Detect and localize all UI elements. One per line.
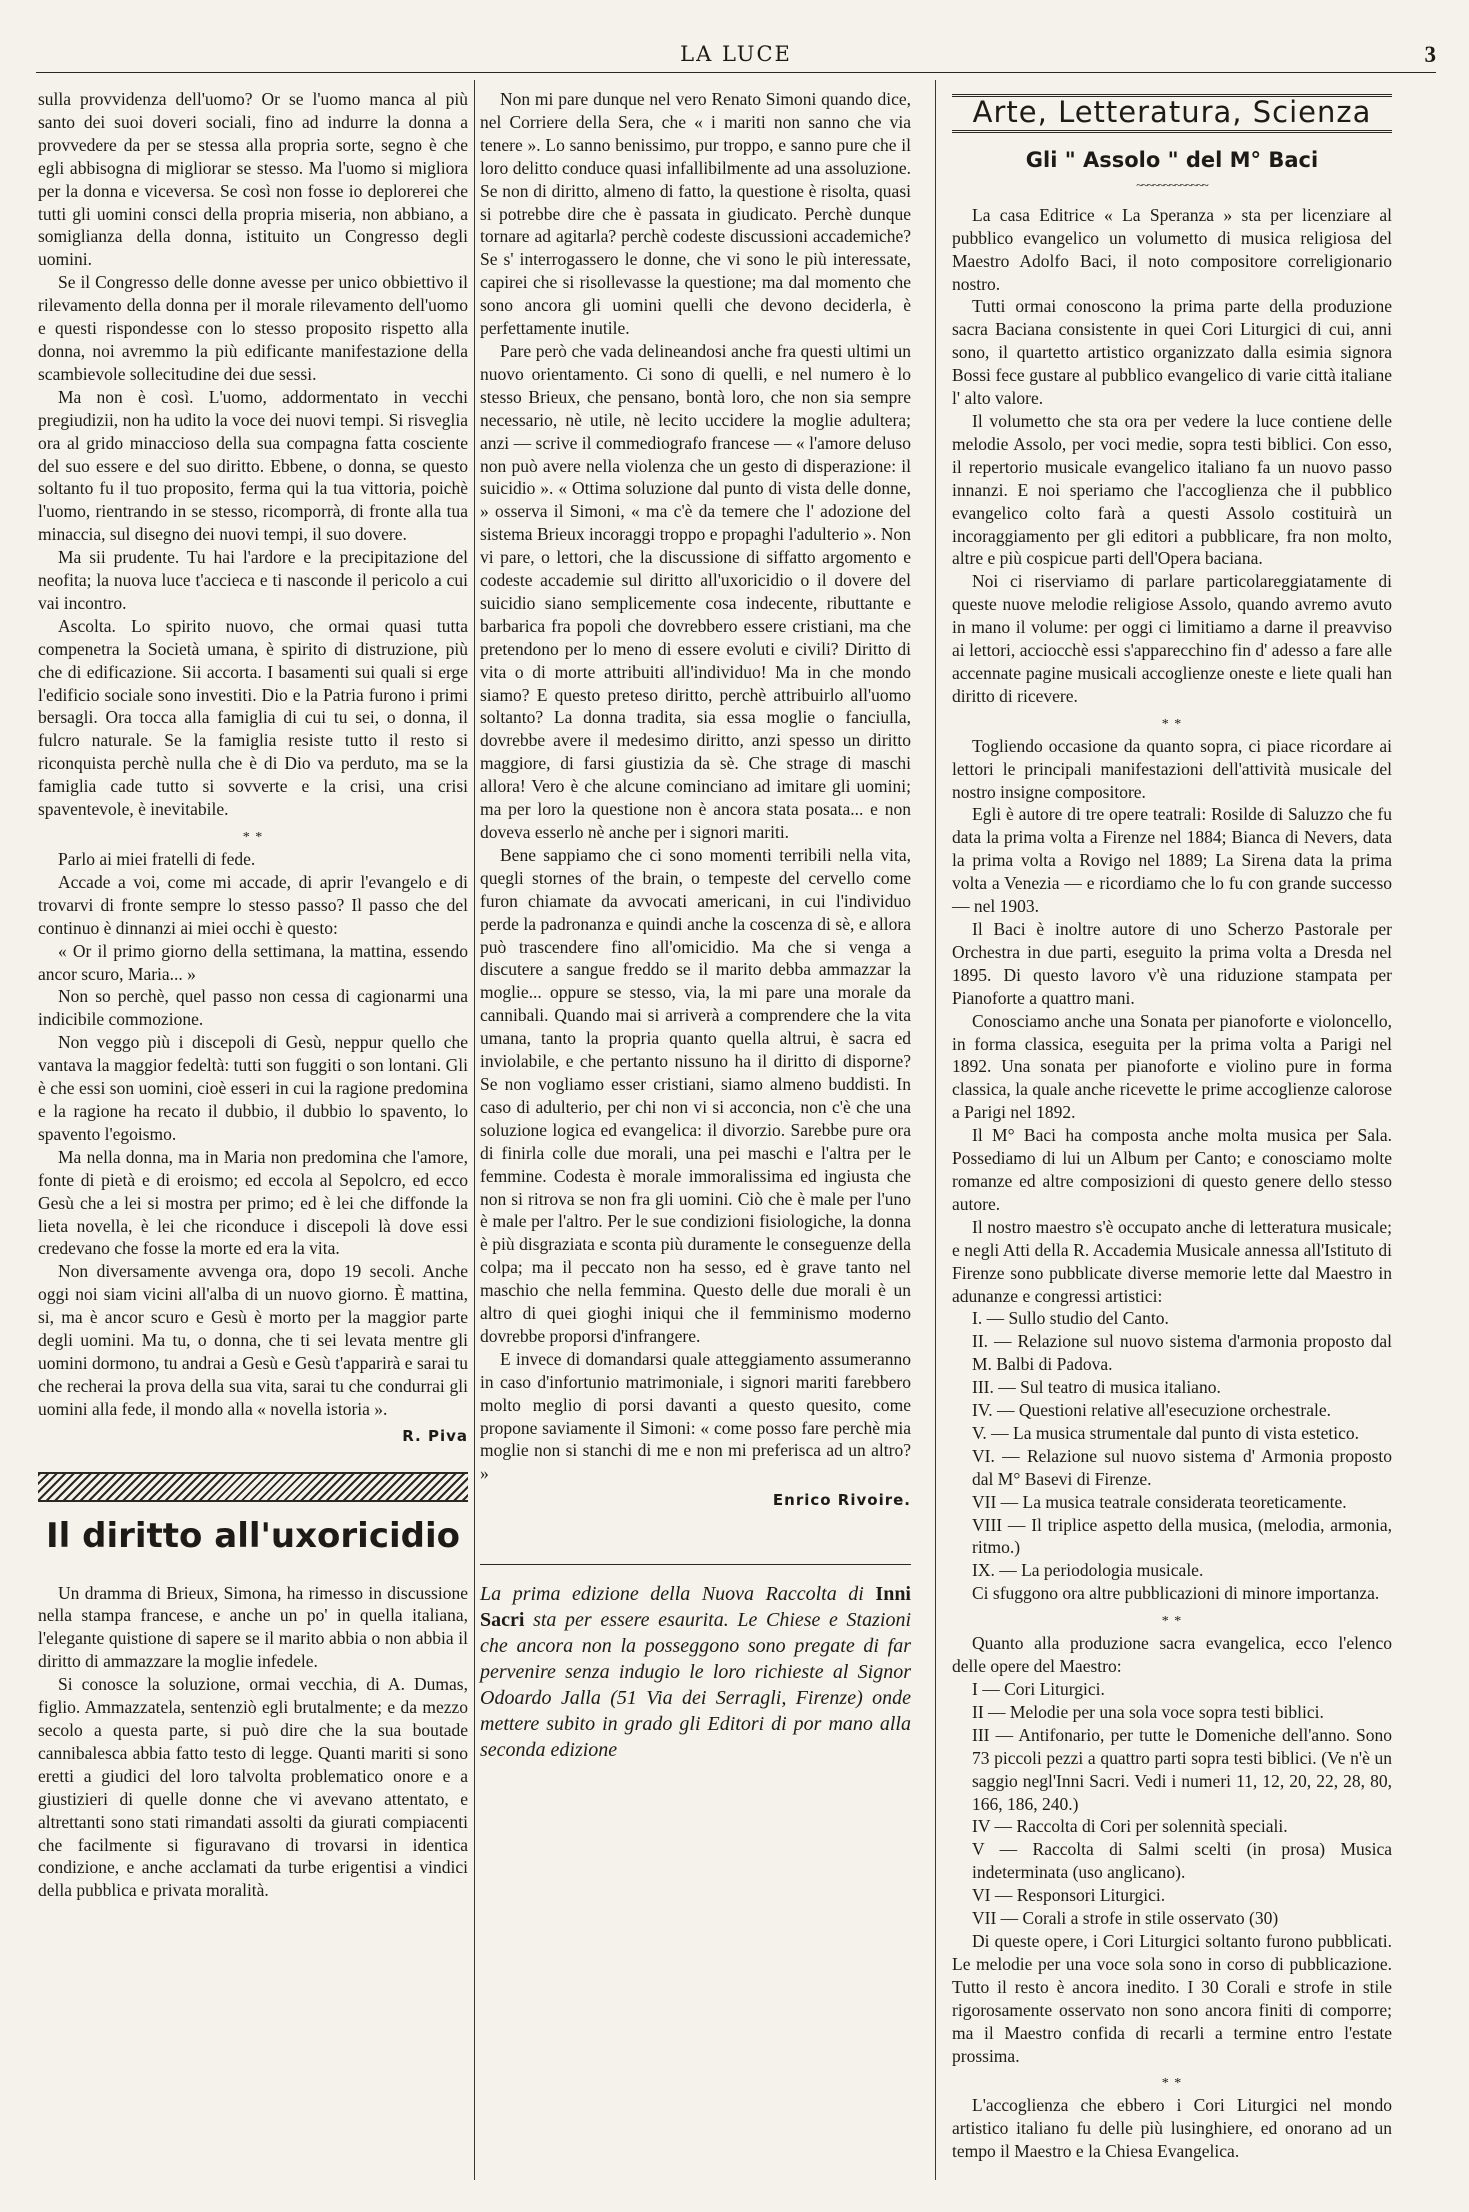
paragraph: Di queste opere, i Cori Liturgici soltanto furono pubblicati. Le melodie per una voce sola sono in corso di pubblicazione. Tutto il resto è ancora inedito. I 30 Corali e strofe in stile rigorosamente osservato non sono ancora finiti di comporre; ma il Maestro confida di recarli a termine entro l'estate prossima.: [952, 1930, 1392, 2066]
paragraph: Un dramma di Brieux, Simona, ha rimesso in discussione nella stampa francese, e anche un po' in quella italiana, l'elegante quistione di sapere se il marito abbia o non abbia il diritto di ammazzare la moglie infedele.: [38, 1582, 468, 1672]
list-item: II. — Relazione sul nuovo sistema d'armonia proposto dal M. Balbi di Padova.: [972, 1331, 1392, 1375]
notice-box: [480, 1564, 911, 1763]
list-item: II — Melodie per una sola voce sopra testi biblici.: [972, 1701, 1324, 1722]
list-item: VI. — Relazione sul nuovo sistema d' Armonia proposto dal M° Basevi di Firenze.: [972, 1445, 1392, 1489]
page-header: [36, 38, 1436, 72]
paragraph: Non mi pare dunque nel vero Renato Simoni quando dice, nel Corriere della Sera, che « i mariti non sanno che via tenere ». Lo sanno benissimo, pur troppo, e sanno pure che il loro delitto conduce quasi infallibilmente ad una assoluzione. Se non di diritto, almeno di fatto, la questione è risolta, quasi si potrebbe dire che è passata in giudicato. Perchè dunque tornare ad agitarla? perchè codeste discussioni accademiche? Se s' interrogassero le donne, che vi sono le più interessate, capirei che si risollevasse la questione; ma dal momento che sono ancora gli uomini quelli che devono deciderla, è perfettamente inutile.: [480, 89, 911, 339]
paragraph: Non diversamente avvenga ora, dopo 19 secoli. Anche oggi noi siam vicini all'alba di un nuovo giorno. È mattina, si, ma è ancor scuro e Gesù è morto per la maggior parte degli uomini. Ma tu, o donna, che ti sei levata mentre gli uomini dormono, tu andrai a Gesù e Gesù t'apparirà e sarai tu che recherai la prova della sua vita, sarai tu che condurrai gli uomini alla fede, il mondo alla « novella istoria ».: [38, 1261, 468, 1419]
newspaper-title: LA LUCE: [680, 42, 792, 66]
paragraph: Ci sfuggono ora altre pubblicazioni di minore importanza.: [972, 1583, 1380, 1604]
title-ornament: ~~~~~~~~~~~~~: [1136, 177, 1208, 192]
paragraph: La casa Editrice « La Speranza » sta per licenziare al pubblico evangelico un volumetto di musica religiosa del Maestro Adolfo Baci, il noto compositore correligionario nostro.: [952, 204, 1392, 294]
list-item: I. — Sullo studio del Canto.: [972, 1308, 1169, 1329]
column-2: [480, 88, 911, 1763]
header-rule: [36, 72, 1436, 73]
paragraph: Si conosce la soluzione, ormai vecchia, di A. Dumas, figlio. Ammazzatela, sentenziò egli brutalmente; e da mezzo secolo a questa parte, si può dire che la sua boutade cannibalesca abbia fatto testo di legge. Quanti mariti si sono eretti a giudici del loro talvolta problematico onore e a giustizieri di quelle donne che vi avevano attentato, e altrettanti sono stati rimandati assolti da giurati compiacenti che facilmente si figuravano di trovarsi in identica condizione, e anche acclamati da turbe erigentisi a vindici della pubblica e privata moralità.: [38, 1674, 468, 1901]
list-item: V — Raccolta di Salmi scelti (in prosa) Musica indeterminata (uso anglicano).: [972, 1839, 1392, 1883]
paragraph: Parlo ai miei fratelli di fede.: [58, 849, 256, 869]
section-separator: * *: [242, 830, 264, 845]
paragraph: L'accoglienza che ebbero i Cori Liturgici nel mondo artistico italiano fu delle più lusinghiere, ed onorano ad un tempo il Maestro e la Chiesa Evangelica.: [952, 2095, 1392, 2162]
paragraph: Tutti ormai conoscono la prima parte della produzione sacra Baciana consistente in quei Cori Liturgici di cui, anni sono, il quartetto artistico organizzato dalla esimia signora Bossi fece gustare al pubblico evangelico di varie città italiane l' alto valore.: [952, 296, 1392, 409]
list-item: III — Antifonario, per tutte le Domeniche dell'anno. Sono 73 piccoli pezzi a quattro parti sopra testi biblici. (Ve n'è un saggio negl'Inni Sacri. Vedi i numeri 11, 12, 20, 22, 28, 80, 166, 186, 240.): [972, 1724, 1392, 1814]
section-separator: * *: [1161, 716, 1183, 732]
article-title: Il diritto all'uxoricidio: [46, 1515, 460, 1556]
list-item: V. — La musica strumentale dal punto di vista estetico.: [972, 1422, 1360, 1443]
notice-text: La prima edizione della Nuova Raccolta di: [480, 1583, 876, 1606]
paragraph: Accade a voi, come mi accade, di aprir l'evangelo e di trovarvi di fronte sempre lo stesso passo? Il passo che del continuo è dinnanzi ai miei occhi è questo:: [38, 871, 468, 938]
author-signature: Enrico Rivoire.: [772, 1491, 911, 1510]
section-separator: * *: [1161, 1614, 1183, 1630]
article-title: Gli " Assolo " del M° Baci: [1025, 147, 1319, 172]
paragraph: Quanto alla produzione sacra evangelica, ecco l'elenco delle opere del Maestro:: [952, 1633, 1392, 1677]
notice-text: sta per essere esaurita. Le Chiese e Stazioni che ancora non la posseggono sono pregate di far pervenire senza indugio le loro richieste al Signor Odoardo Jalla (51 Via dei Serragli, Firenze) onde mettere subito in grado gli Editori di por mano alla seconda edizione: [480, 1609, 911, 1762]
paragraph: Il nostro maestro s'è occupato anche di letteratura musicale; e negli Atti della R. Accademia Musicale annessa all'Istituto di Firenze sono pubblicate diverse memorie lette dal Maestro in adunanze e congressi artistici:: [952, 1216, 1392, 1306]
column-divider: [935, 80, 936, 2180]
paragraph: Pare però che vada delineandosi anche fra questi ultimi un nuovo orientamento. Ci sono di quelli, e nel numero è lo stesso Brieux, che pensano, bontà loro, che non sia sempre necessario, nè utile, nè lecito uccidere la moglie adultera; anzi — scrive il commediografo francese — « l'amore deluso non può avere nella violenza che un gesto di disperazione: il suicidio ». « Ottima soluzione dal punto di vista delle donne, » osserva il Simoni, « ma c'è da temere che l' adozione del sistema Brieux incoraggi troppo e propaghi l'adulterio ». Non vi pare, o lettori, che la discussione di siffatto argomento e codeste accademie sul diritto all'uxoricidio o il dovere del suicidio siano semplicemente cosa indecente, ributtante e barbarica fra popoli che dovrebbero essere cristiani, ma che pretendono per lo meno di essere evoluti e civili? Diritto di vita o di morte attribuiti all'individuo! Ma in che mondo siamo? E questo preteso diritto, perchè attribuirlo all'uomo soltanto? La donna tradita, sia essa moglie o fanciulla, dovrebbe avere il medesimo diritto, anzi spesso un diritto maggiore, di farsi giustizia da sè. Che strage di maschi allora! Vero è che alcune cominciano ad imitare gli uomini; ma per loro la questione non è ancora stata posata... e non doveva esserlo nè anche per i signori mariti.: [480, 340, 911, 842]
paragraph: Il Baci è inoltre autore di uno Scherzo Pastorale per Orchestra in due parti, eseguito la prima volta a Dresda nel 1895. Di questo lavoro v'è una riduzione stampata per Pianoforte a quattro mani.: [952, 919, 1392, 1008]
column-divider: [474, 80, 475, 2180]
list-item: VI — Responsori Liturgici.: [972, 1885, 1166, 1906]
paragraph: Ascolta. Lo spirito nuovo, che ormai quasi tutta compenetra la Società umana, è spirito di distruzione, più che di edificazione. Sii accorta. I basamenti sui quali si erge l'edificio sociale sono investiti. Dio e la Patria furono i primi bersagli. Ora tocca alla famiglia di cui tu sei, o donna, il fulcro naturale. Se la famiglia resiste tutto il resto si riconquista perchè nulla che è di Dio va perduto, ma se la famiglia cade tutto si sovverte e la crisi, una crisi spaventevole, è inevitabile.: [38, 615, 468, 820]
list-item: IV — Raccolta di Cori per solennità speciali.: [972, 1816, 1288, 1837]
list-item: VIII — Il triplice aspetto della musica, (melodia, armonia, ritmo.): [972, 1514, 1392, 1558]
paragraph: sulla provvidenza dell'uomo? Or se l'uomo manca al più santo dei suoi doveri sociali, fino ad indurre la donna a provvedere da per se stessa alla propria sorte, segno è che egli abbisogna di migliorar se stesso. Ma l'uomo si migliora per la donna e viceversa. Se così non fosse io deplorerei che tutti gli uomini consci della propria miseria, non abbiano, a somiglianza della donna, istituito un Congresso degli uomini.: [38, 89, 468, 270]
paragraph: Il M° Baci ha composta anche molta musica per Sala. Possediamo di lui un Album per Canto; e conosciamo molte romanze ed altre composizioni di questo genere dello stesso autore.: [952, 1125, 1392, 1214]
decorative-band: [38, 1472, 468, 1502]
column-1: [38, 88, 468, 1902]
author-signature: R. Piva: [402, 1426, 468, 1445]
quote-paragraph: « Or il primo giorno della settimana, la mattina, essendo ancor scuro, Maria... »: [38, 940, 468, 984]
list-item: VII — Corali a strofe in stile osservato (30): [972, 1908, 1279, 1929]
list-item: I — Cori Liturgici.: [972, 1679, 1105, 1699]
paragraph: Noi ci riserviamo di parlare particolareggiatamente di queste nuove melodie religiose Assolo, quando avremo avuto in mano il volume: per oggi ci limitiamo a darne il preavviso ai lettori, acciocchè essi s'apparecchino fin d' adesso a fare alle accennate pagine musicali accoglienze oneste e liete quali han diritto di ricevere.: [952, 571, 1392, 706]
paragraph: Ma non è così. L'uomo, addormentato in vecchi pregiudizii, non ha udito la voce dei nuovi tempi. Si risveglia ora al grido minaccioso della sua compagna fatta cosciente del suo essere e del suo diritto. Ebbene, o donna, se questo soltanto fu il tuo proposito, ferma qui la tua vittoria, poichè l'uomo, rientrando in se stesso, ricomporrà, di fronte alla tua minaccia, sul disegno dei nuovi tempi, il suo dovere.: [38, 386, 468, 545]
list-item: IV. — Questioni relative all'esecuzione orchestrale.: [972, 1400, 1332, 1421]
list-item: III. — Sul teatro di musica italiano.: [972, 1377, 1221, 1398]
page-number: 3: [1424, 42, 1436, 67]
paragraph: Conosciamo anche una Sonata per pianoforte e violoncello, in forma classica, eseguita per la prima volta a Parigi nel 1892. Una sonata per pianoforte e violino pure in forma classica, la quale anche ricevette le prime accoglienze calorose a Parigi nel 1892.: [952, 1010, 1392, 1123]
list-item: VII — La musica teatrale considerata teoreticamente.: [972, 1491, 1347, 1512]
paragraph: Ma sii prudente. Tu hai l'ardore e la precipitazione del neofita; la nuova luce t'accieca e ti nasconde il pericolo a cui vai incontro.: [38, 547, 468, 613]
paragraph: E invece di domandarsi quale atteggiamento assumeranno in caso d'infortunio matrimoniale, i signori mariti farebbero molto meglio di porsi davanti a questo quesito, come propone saviamente il Simoni: « come posso fare perchè mia moglie non si stanchi di me e non mi preferisca ad un altro? »: [480, 1348, 911, 1484]
section-separator: * *: [1161, 2076, 1183, 2092]
paragraph: Non veggo più i discepoli di Gesù, neppur quello che vantava la maggior fedeltà: tutti son fuggiti o son lontani. Gli è che essi son uomini, cioè esseri in cui la ragione predomina e la ragione ha recato il dubbio, il dubbio lo spavento, lo spavento l'egoismo.: [38, 1032, 468, 1144]
paragraph: Bene sappiamo che ci sono momenti terribili nella vita, quegli stornes of the brain, o tempeste del cervello come furon chiamate da avvocati americani, in cui l'individuo perde la padronanza e quindi anche la coscenza di sè, e allora può trascendere fino all'omicidio. Ma che si venga a discutere a sangue freddo se il marito debba ammazzar la moglie... oppure se stesso, via, la mi pare una morale da cannibali. Quando mai si arriverà a comprendere che la vita umana, tanto la propria quanto quella altrui, è sacra ed inviolabile, e che pertanto nissuno ha il diritto di disporne? Se non vogliamo esser cristiani, siamo almeno buddisti. In caso di adulterio, per chi non vi si acconcia, non c'è che una soluzione logica ed evangelica: il divorzio. Sarebbe pure ora di finirla colle due morali, una pei maschi e l'altra per le femmine. Codesta è morale immoralissima ed ingiusta che non si ritrova se non fra gli uomini. Ciò che è male per l'uno è male per l'altro. Per le sue condizioni fisiologiche, la donna è più disgraziata e sconta più duramente le conseguenze della colpa; ma il peccato non ha sesso, ed è grave tanto nel maschio che nella femmina. Questo delle due morali è un altro di quei gioghi iniqui che il femminismo moderno dovrebbe proporsi d'infrangere.: [480, 844, 911, 1346]
paragraph: Ma nella donna, ma in Maria non predomina che l'amore, fonte di pietà e di eroismo; ed eccola al Sepolcro, ed ecco Gesù che a lei si mostra per primo; ed è lei che diffonde la lieta novella, è lei che riconduce i discepoli là dove essi credevano che fosse la morte ed era la vita.: [38, 1146, 468, 1259]
section-banner: Arte, Letteratura, Scienza: [952, 94, 1392, 133]
paragraph: Il volumetto che sta ora per vedere la luce contiene delle melodie Assolo, per voci medie, sopra testi biblici. Con esso, il repertorio musicale evangelico italiano fa un nuovo passo innanzi. E noi speriamo che l'accoglienza che il pubblico evangelico colto farà a questi Assolo costituirà un incoraggiamento per gli editori a pubblicare, fra non molto, altre e più cospicue parti dell'Opera baciana.: [952, 410, 1392, 569]
paragraph: Se il Congresso delle donne avesse per unico obbiettivo il rilevamento della donna per il morale rilevamento dell'uomo e questi rispondesse con lo stesso proposito rispetto alla donna, noi avremmo la più edificante manifestazione della scambievole sollecitudine dei due sessi.: [38, 272, 468, 384]
list-item: IX. — La periodologia musicale.: [972, 1560, 1204, 1581]
paragraph: Togliendo occasione da quanto sopra, ci piace ricordare ai lettori le principali manifestazioni dell'attività musicale del nostro insigne compositore.: [952, 735, 1392, 802]
paragraph: Non so perchè, quel passo non cessa di cagionarmi una indicibile commozione.: [38, 986, 468, 1030]
column-3: [952, 88, 1392, 2163]
notice-highlight: Inni Sacri: [480, 1583, 911, 1632]
paragraph: Egli è autore di tre opere teatrali: Rosilde di Saluzzo che fu data la prima volta a Firenze nel 1884; Bianca di Nevers, data la prima volta a Rovigo nel 1889; La Sirena data la prima volta a Venezia — e ricordiamo che lo fu con grande successo — nel 1903.: [952, 804, 1392, 917]
